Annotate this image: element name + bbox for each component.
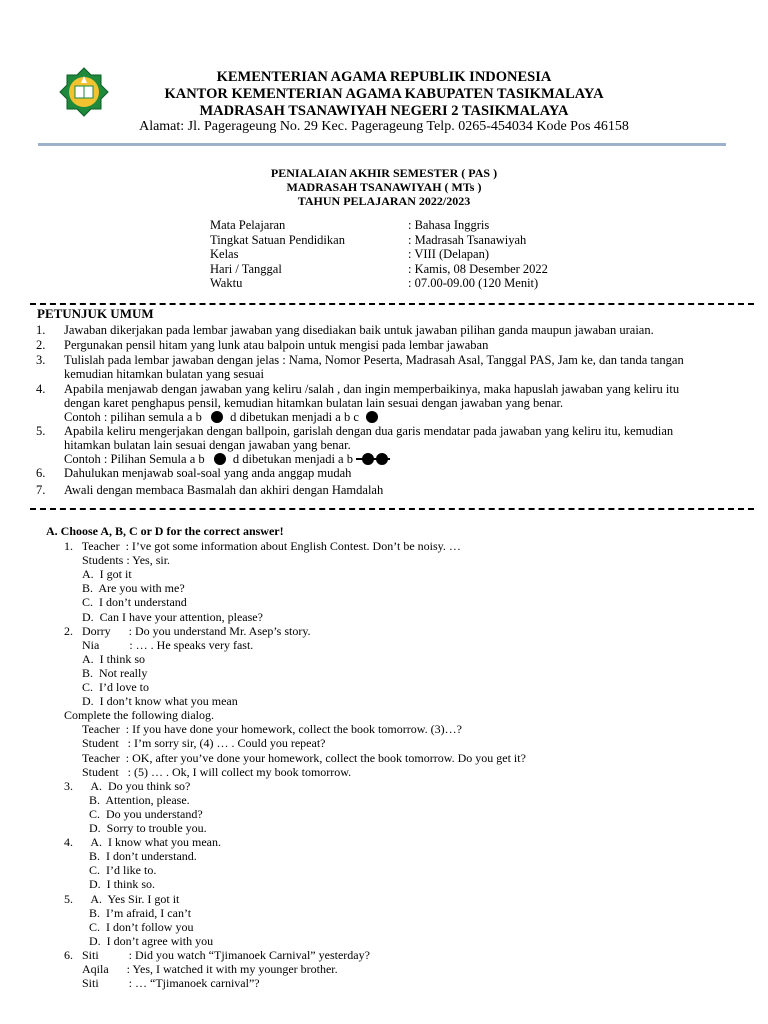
instruction-text: Pergunakan pensil hitam yang lunk atau balpoin untuk mengisi pada lembar jawaban (64, 338, 489, 352)
ministry-name: KEMENTERIAN AGAMA REPUBLIK INDONESIA (216, 69, 552, 85)
info-row (210, 276, 548, 291)
question-line: 2. Dorry : Do you understand Mr. Asep’s story. (64, 623, 311, 638)
question-line: Student : I’m sorry sir, (4) … . Could you repeat? (82, 736, 326, 751)
exam-year: TAHUN PELAJARAN 2022/2023 (297, 194, 471, 208)
crossed-bubbles-icon (356, 453, 390, 465)
question-line: D. Sorry to trouble you. (89, 821, 207, 835)
instruction-text-cont: dengan karet penghapus pensil, kemudian hitamkan bulatan lain sesuai dengan jawaban yang benar. (64, 396, 564, 410)
section-a-heading: A. Choose A, B, C or D for the correct answer! (46, 524, 284, 538)
info-value: : VIII (Delapan) (408, 247, 489, 262)
question-line: Students : Yes, sir. (82, 553, 171, 568)
question-line: C. I don’t follow you (89, 919, 194, 934)
question-line: D. I think so. (89, 877, 155, 892)
info-value: : Bahasa Inggris (408, 218, 490, 232)
example-line (64, 452, 714, 466)
info-label: Tingkat Satuan Pendidikan (210, 232, 345, 247)
question-line: Complete the following dialog. (64, 708, 214, 723)
info-value: : 07.00-09.00 (120 Menit) (408, 276, 539, 291)
question-line: Siti : … “Tjimanoek carnival”? (82, 976, 260, 991)
school-name: MADRASAH TSANAWIYAH NEGERI 2 TASIKMALAYA (199, 103, 569, 119)
question-line: B. I don’t understand. (89, 849, 197, 864)
info-label: Mata Pelajaran (210, 218, 286, 232)
question-line: C. I’d love to (82, 680, 149, 694)
question-line: Teacher : If you have done your homework, collect the book tomorrow. (3)…? (82, 722, 462, 737)
question-line: 6. Siti : Did you watch “Tjimanoek Carnival” yesterday? (64, 947, 370, 962)
question-line: C. Do you understand? (89, 806, 203, 821)
dashed-divider (30, 508, 754, 510)
example-text-a: Contoh : Pilihan Semula a b (64, 452, 205, 466)
item-number: 4. (36, 382, 46, 396)
question-line: Student : (5) … . Ok, I will collect my book tomorrow. (82, 764, 352, 779)
instruction-text-cont: hitamkan bulatan lain sesuai dengan jawaban yang benar. (64, 438, 351, 452)
question-line: B. Attention, please. (89, 792, 190, 807)
info-row (210, 218, 548, 233)
question-line: Nia : … . He speaks very fast. (82, 637, 254, 652)
item-number: 6. (36, 466, 46, 480)
question-line: B. Not really (82, 665, 148, 680)
info-row (210, 247, 548, 262)
info-label: Kelas (210, 247, 239, 262)
example-line (64, 410, 714, 424)
instructions-heading: PETUNJUK UMUM (37, 306, 154, 321)
item-number: 7. (36, 483, 46, 497)
filled-bubble-icon (366, 411, 378, 423)
info-row (210, 233, 548, 248)
item-number: 1. (36, 323, 46, 337)
question-line: 1. Teacher : I’ve got some information about English Contest. Don’t be noisy. … (64, 539, 461, 553)
dashed-divider (30, 303, 754, 305)
question-line: D. I don’t know what you mean (82, 694, 238, 709)
question-line: A. I got it (82, 567, 132, 582)
info-value: : Madrasah Tsanawiyah (408, 232, 527, 247)
instruction-text: Apabila menjawab dengan jawaban yang keliru /salah , dan ingin memperbaikinya, maka hapuslah jawaban yang keliru itu (64, 382, 680, 396)
exam-info-table (210, 218, 548, 291)
school-address: Alamat: Jl. Pagerageung No. 29 Kec. Pagerageung Telp. 0265-454034 Kode Pos 46158 (139, 119, 629, 134)
example-text-a: Contoh : pilihan semula a b (64, 410, 202, 424)
question-line: D. Can I have your attention, please? (82, 609, 263, 624)
header-divider (38, 143, 726, 146)
office-name: KANTOR KEMENTERIAN AGAMA KABUPATEN TASIKMALAYA (164, 86, 604, 102)
question-line: B. I’m afraid, I can’t (89, 905, 192, 920)
instruction-text: Tulislah pada lembar jawaban dengan jelas : Nama, Nomor Peserta, Madrasah Asal, Tanggal PAS, Jam ke, dan tanda tangan (64, 353, 684, 367)
info-label: Hari / Tanggal (210, 261, 282, 276)
question-line: 4. A. I know what you mean. (64, 835, 221, 850)
info-value: : Kamis, 08 Desember 2022 (408, 261, 548, 276)
instruction-text: Apabila keliru mengerjakan dengan ballpoin, garislah dengan dua garis mendatar pada jawaban yang keliru itu, kemudian (64, 424, 674, 438)
question-line: C. I don’t understand (82, 595, 187, 610)
example-text-b: d dibetukan menjadi a b (232, 452, 353, 466)
filled-bubble-icon (214, 453, 226, 465)
exam-title: PENIALAIAN AKHIR SEMESTER ( PAS ) (270, 166, 498, 180)
question-line: A. I think so (82, 651, 145, 666)
instruction-text: Awali dengan membaca Basmalah dan akhiri dengan Hamdalah (64, 483, 384, 497)
filled-bubble-icon (211, 411, 223, 423)
question-line: D. I don’t agree with you (89, 933, 214, 948)
question-line: Aqila : Yes, I watched it with my younger brother. (82, 962, 338, 976)
item-number: 2. (36, 338, 46, 352)
example-text-b: d dibetukan menjadi a b c (230, 410, 359, 424)
instructions-section (0, 307, 768, 507)
question-line: Teacher : OK, after you’ve done your homework, collect the book tomorrow. Do you get it? (82, 750, 526, 765)
info-label: Waktu (210, 276, 243, 291)
info-row (210, 262, 548, 277)
instruction-text-cont: kemudian hitamkan bulatan yang sesuai (64, 367, 264, 381)
item-number: 3. (36, 353, 46, 367)
question-line: B. Are you with me? (82, 581, 185, 596)
instruction-text: Jawaban dikerjakan pada lembar jawaban yang disediakan baik untuk jawaban pilihan ganda maupun jawaban uraian. (64, 323, 654, 337)
question-list (0, 539, 768, 1009)
question-line: 5. A. Yes Sir. I got it (64, 891, 180, 906)
question-line: 3. A. Do you think so? (64, 778, 191, 793)
instruction-text: Dahulukan menjawab soal-soal yang anda anggap mudah (64, 466, 352, 480)
item-number: 5. (36, 424, 46, 438)
question-line: C. I’d like to. (89, 863, 157, 878)
exam-school-level: MADRASAH TSANAWIYAH ( MTs ) (286, 180, 482, 194)
